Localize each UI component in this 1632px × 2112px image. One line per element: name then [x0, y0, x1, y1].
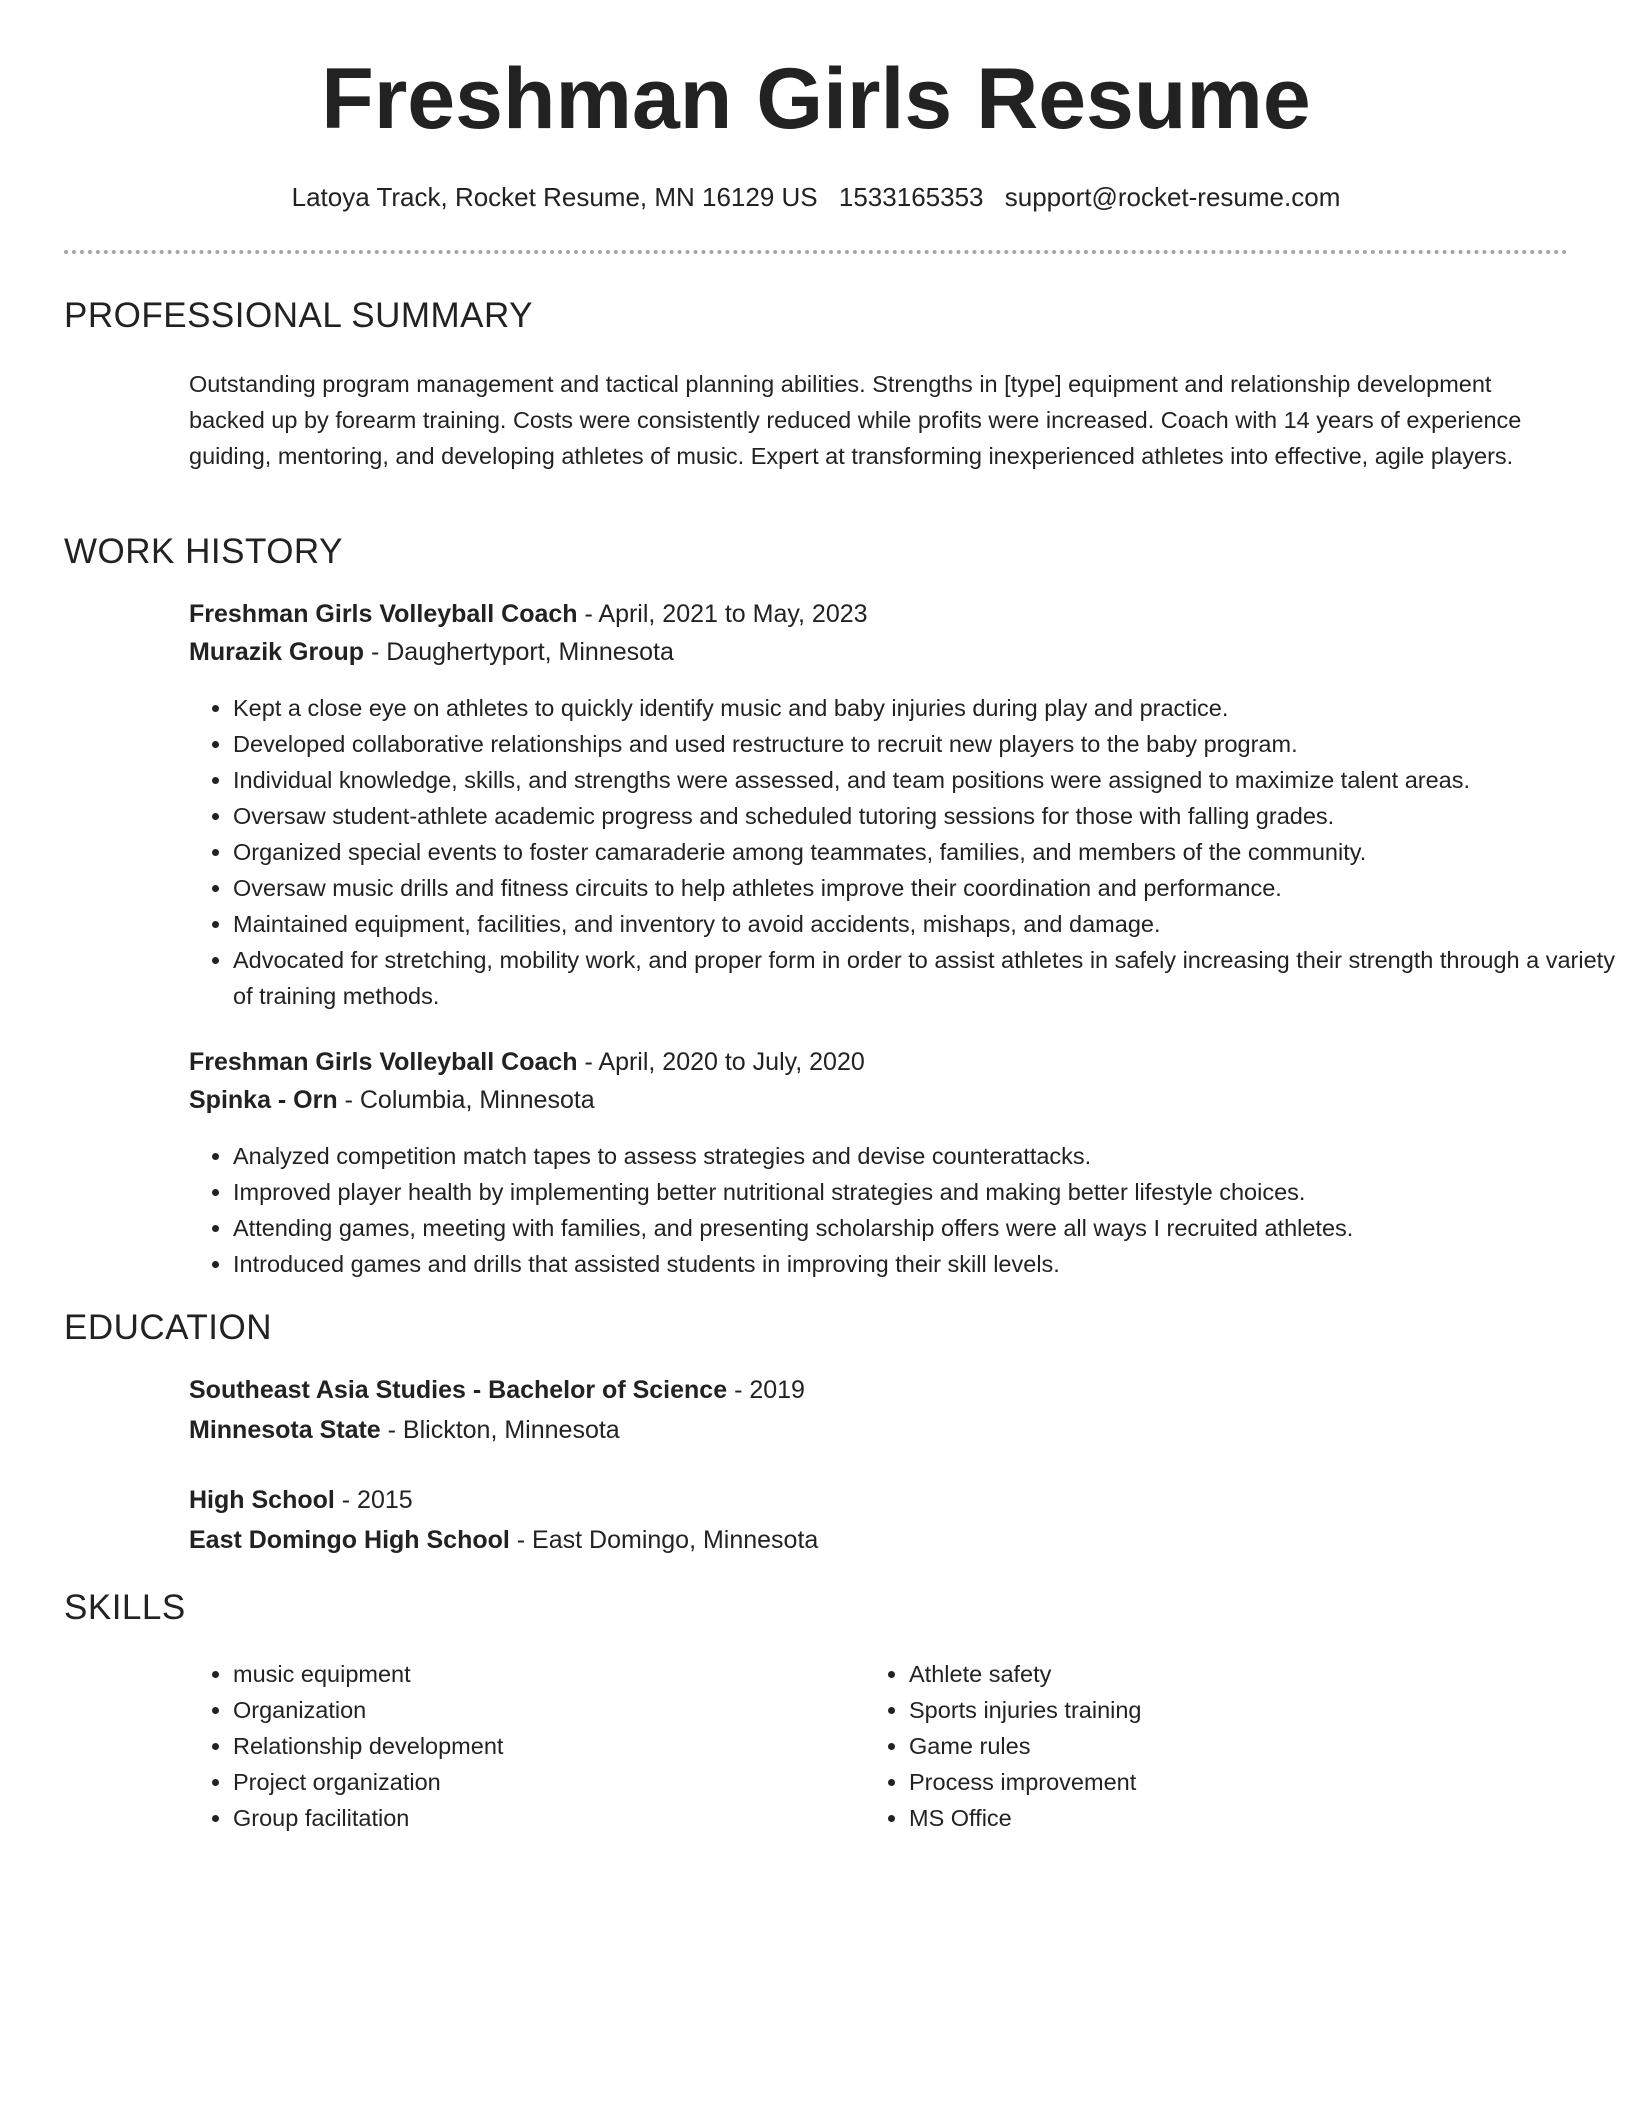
list-item: • Developed collaborative relationships and used restructure to recruit new players to the baby program. — [233, 726, 1623, 762]
skill-item: • Relationship development — [233, 1728, 833, 1764]
job-location: - Columbia, Minnesota — [337, 1086, 595, 1114]
skill-item: • Project organization — [233, 1764, 833, 1800]
list-item: • Organized special events to foster camaraderie among teammates, families, and members of the community. — [233, 834, 1623, 870]
edu-2-degree-line — [189, 1486, 413, 1515]
edu-2-school-line — [189, 1526, 818, 1555]
list-item: • Oversaw music drills and fitness circuits to help athletes improve their coordination and performance. — [233, 870, 1623, 906]
job-1-company-line — [189, 638, 674, 667]
contact-phone: 1533165353 — [838, 182, 984, 212]
edu-degree: Southeast Asia Studies - Bachelor of Science — [189, 1376, 728, 1404]
edu-location: - Blickton, Minnesota — [380, 1416, 620, 1444]
job-2-bullets — [189, 1138, 1623, 1282]
job-company: Spinka - Orn — [189, 1086, 338, 1114]
edu-year: - 2015 — [334, 1486, 413, 1514]
job-title: Freshman Girls Volleyball Coach — [189, 600, 578, 628]
list-item: • Individual knowledge, skills, and strengths were assessed, and team positions were assigned to maximize talent areas. — [233, 762, 1623, 798]
list-item: • Kept a close eye on athletes to quickly identify music and baby injuries during play and practice. — [233, 690, 1623, 726]
skill-item: • Athlete safety — [909, 1656, 1509, 1692]
job-dates: - April, 2020 to July, 2020 — [577, 1048, 865, 1076]
edu-school: Minnesota State — [189, 1416, 381, 1444]
edu-location: - East Domingo, Minnesota — [509, 1526, 819, 1554]
summary-text: Outstanding program management and tactical planning abilities. Strengths in [type] equipment and relationship development backed up by forearm training. Costs were consistently reduced while profits were increased. Coach with 14 years of experience guiding, mentoring, and developing athletes of music. Expert at transforming inexperienced athletes into effective, agile players. — [189, 371, 1522, 469]
edu-school: East Domingo High School — [189, 1526, 510, 1554]
skill-item: • music equipment — [233, 1656, 833, 1692]
skill-item: • Group facilitation — [233, 1800, 833, 1836]
section-title-skills: SKILLS — [64, 1588, 186, 1627]
contact-address: Latoya Track, Rocket Resume, MN 16129 US — [291, 182, 818, 212]
skill-item: • Game rules — [909, 1728, 1509, 1764]
contact-line — [0, 182, 1632, 213]
skill-item: • MS Office — [909, 1800, 1509, 1836]
skills-list-left — [189, 1656, 833, 1836]
skill-item: • Sports injuries training — [909, 1692, 1509, 1728]
edu-year: - 2019 — [727, 1376, 805, 1404]
header-divider — [64, 250, 1568, 254]
skills-list-right — [865, 1656, 1509, 1836]
job-dates: - April, 2021 to May, 2023 — [577, 600, 868, 628]
list-item: • Oversaw student-athlete academic progress and scheduled tutoring sessions for those with falling grades. — [233, 798, 1623, 834]
edu-1-degree-line — [189, 1376, 805, 1405]
section-title-work: WORK HISTORY — [64, 532, 343, 571]
section-title-education: EDUCATION — [64, 1308, 273, 1347]
list-item: • Introduced games and drills that assisted students in improving their skill levels. — [233, 1246, 1623, 1282]
job-2-company-line — [189, 1086, 595, 1115]
resume-title: Freshman Girls Resume — [321, 51, 1311, 147]
edu-1-school-line — [189, 1416, 620, 1445]
job-location: - Daughertyport, Minnesota — [364, 638, 674, 666]
section-title-summary: PROFESSIONAL SUMMARY — [64, 296, 533, 335]
edu-degree: High School — [189, 1486, 335, 1514]
job-1-bullets — [189, 690, 1623, 1014]
job-company: Murazik Group — [189, 638, 365, 666]
list-item: • Maintained equipment, facilities, and inventory to avoid accidents, mishaps, and damage. — [233, 906, 1623, 942]
list-item: • Advocated for stretching, mobility work, and proper form in order to assist athletes in safely increasing their strength through a variety of training methods. — [233, 942, 1623, 1014]
list-item: • Attending games, meeting with families, and presenting scholarship offers were all ways I recruited athletes. — [233, 1210, 1623, 1246]
job-title: Freshman Girls Volleyball Coach — [189, 1048, 578, 1076]
skill-item: • Organization — [233, 1692, 833, 1728]
list-item: • Improved player health by implementing better nutritional strategies and making better lifestyle choices. — [233, 1174, 1623, 1210]
job-1-title-line — [189, 600, 868, 629]
list-item: • Analyzed competition match tapes to assess strategies and devise counterattacks. — [233, 1138, 1623, 1174]
job-2-title-line — [189, 1048, 865, 1077]
skill-item: • Process improvement — [909, 1764, 1509, 1800]
contact-email: support@rocket-resume.com — [1004, 182, 1341, 212]
